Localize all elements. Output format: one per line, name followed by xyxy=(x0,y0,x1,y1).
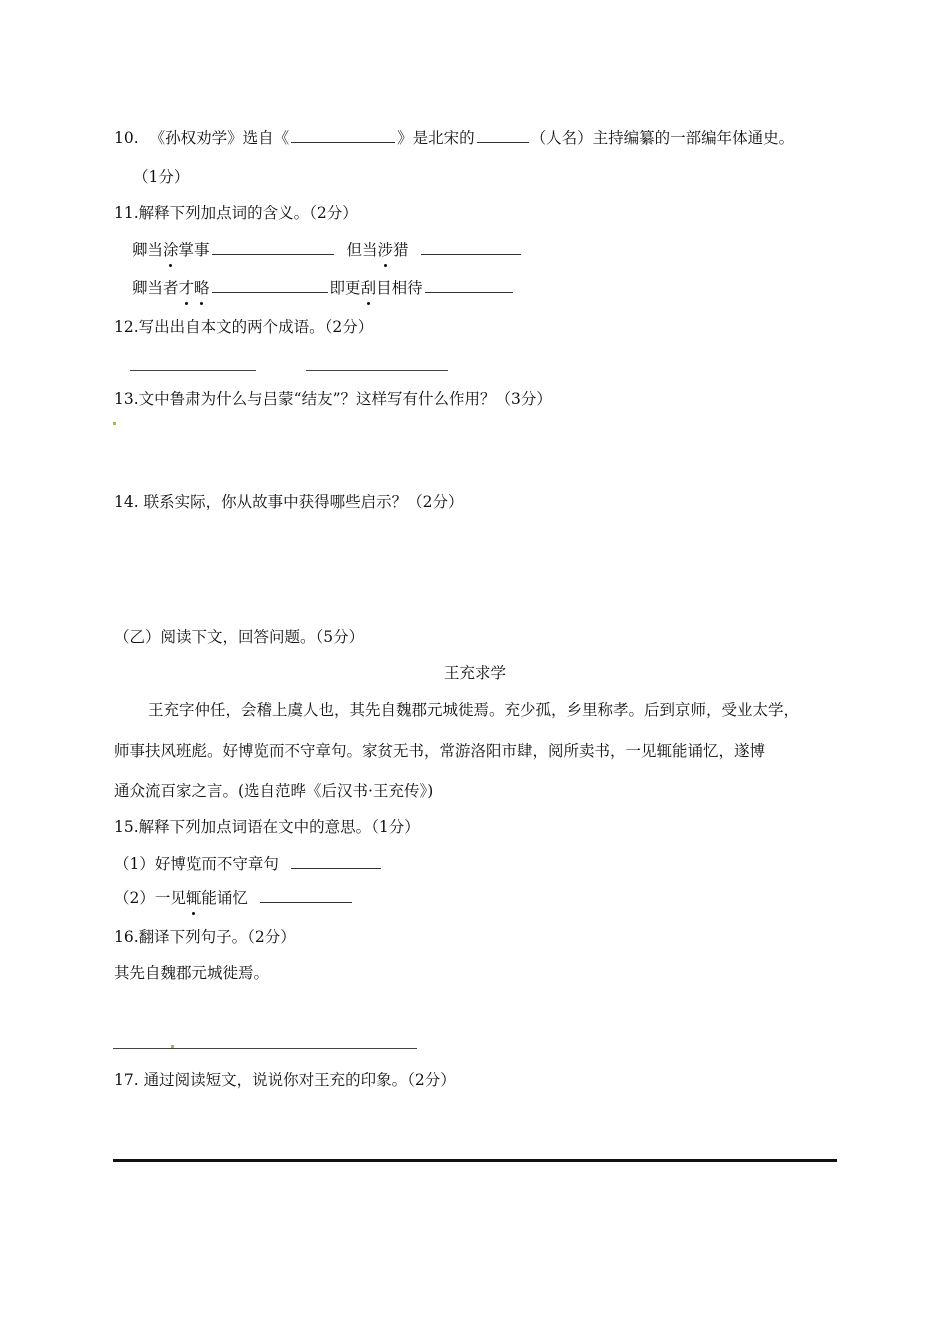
question-text: 》是北宋的 xyxy=(397,129,475,147)
answer-line[interactable] xyxy=(113,1048,417,1049)
text: 猎 xyxy=(393,241,409,259)
text: 能诵忆 xyxy=(201,889,248,907)
question-11-stem: 11.解释下列加点词的含义。（2分） xyxy=(114,204,358,222)
question-text: 《孙权劝学》选自《 xyxy=(149,129,290,147)
page-divider xyxy=(113,1159,837,1162)
question-15-item-1 xyxy=(114,852,383,875)
question-number: 10. xyxy=(114,129,139,147)
answer-blank[interactable] xyxy=(212,238,334,255)
text: 但当 xyxy=(346,241,378,259)
question-13-stem: 13.文中鲁肃为什么与吕蒙“结友”？这样写有什么作用？（3分） xyxy=(114,390,552,408)
dotted-char: 涉 xyxy=(377,241,394,259)
text: 即更 xyxy=(329,279,361,297)
answer-blank-book[interactable] xyxy=(291,126,395,143)
text: 卿当者 xyxy=(132,279,179,297)
dotted-char: 略 xyxy=(194,279,210,297)
question-16-stem: 16.翻译下列句子。（2分） xyxy=(114,928,296,946)
section-heading: （乙）阅读下文，回答问题。（5分） xyxy=(114,628,365,646)
passage-line-2: 师事扶风班彪。好博览而不守章句。家贫无书，常游洛阳市肆，阅所卖书，一见辄能诵忆，遂博 xyxy=(114,742,766,760)
text: （2）一见 xyxy=(114,889,186,907)
answer-blank-name[interactable] xyxy=(477,126,529,143)
answer-line[interactable] xyxy=(130,370,256,371)
question-11-row-1 xyxy=(132,238,523,261)
text: （1）好博览而不守章句 xyxy=(114,855,279,873)
answer-blank[interactable] xyxy=(421,238,521,255)
text: 卿当 xyxy=(132,241,164,259)
answer-blank[interactable] xyxy=(212,276,328,293)
question-10 xyxy=(114,126,794,149)
question-11-row-2 xyxy=(132,276,515,299)
question-15-item-2 xyxy=(114,886,354,909)
dotted-char: 辄 xyxy=(185,889,202,907)
answer-blank[interactable] xyxy=(425,276,513,293)
dotted-char: 才 xyxy=(178,279,195,297)
scan-speck xyxy=(171,1045,174,1048)
question-15-stem: 15.解释下列加点词语在文中的意思。（1分） xyxy=(114,818,420,836)
question-14-stem: 14. 联系实际，你从故事中获得哪些启示？（2分） xyxy=(114,493,464,511)
answer-blank[interactable] xyxy=(260,886,352,903)
answer-line[interactable] xyxy=(306,370,448,371)
passage-title: 王充求学 xyxy=(443,664,506,682)
text: 掌事 xyxy=(178,241,210,259)
answer-blank[interactable] xyxy=(291,852,381,869)
dotted-char: 刮 xyxy=(360,279,377,297)
passage-line-1: 王充字仲任，会稽上虞人也，其先自魏郡元城徙焉。充少孤，乡里称孝。后到京师，受业太学， xyxy=(148,701,800,719)
dotted-char: 涂 xyxy=(163,241,179,259)
passage-line-3: 通众流百家之言。(选自范晔《后汉书·王充传》) xyxy=(114,782,434,800)
question-12-stem: 12.写出出自本文的两个成语。（2分） xyxy=(114,318,374,336)
question-16-sentence: 其先自魏郡元城徙焉。 xyxy=(114,964,270,982)
text: 目相待 xyxy=(376,279,423,297)
scan-speck xyxy=(113,422,116,425)
question-17-stem: 17. 通过阅读短文，说说你对王充的印象。（2分） xyxy=(114,1071,456,1089)
question-10-score: （1分） xyxy=(133,168,190,186)
question-text: （人名）主持编纂的一部编年体通史。 xyxy=(530,129,795,147)
